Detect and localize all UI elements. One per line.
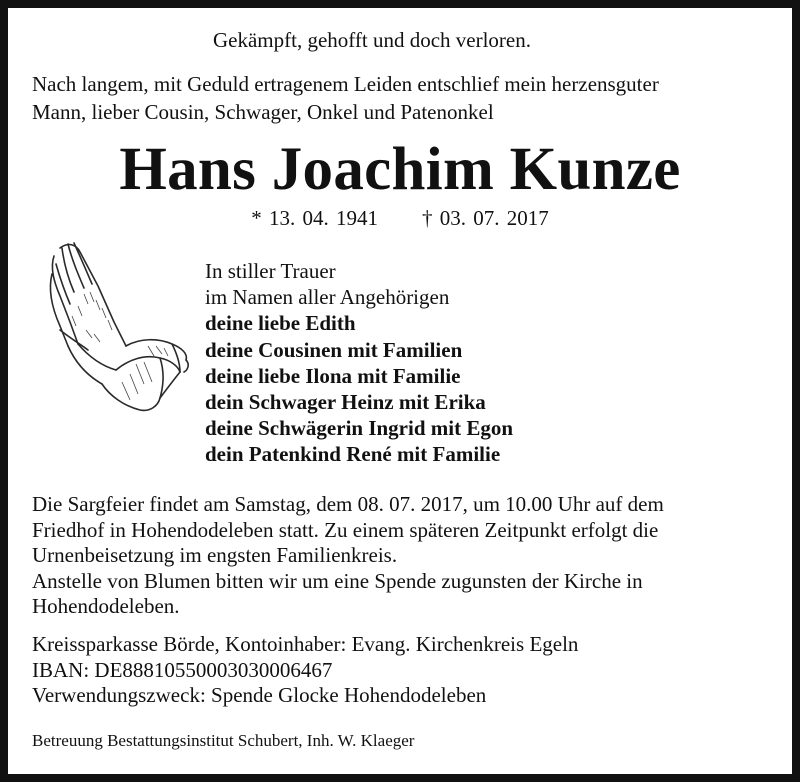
bank-line: IBAN: DE88810550003030006467 — [32, 657, 333, 682]
mourner-name: deine liebe Edith — [205, 311, 356, 336]
ceremony-line: Die Sargfeier findet am Samstag, dem 08. 07. 2017, um 10.00 Uhr auf dem — [32, 492, 664, 516]
bank-line: Verwendungszweck: Spende Glocke Hohendodeleben — [32, 683, 487, 707]
ceremony-line: Friedhof in Hohendodeleben statt. Zu einem späteren Zeitpunkt erfolgt die — [32, 517, 659, 542]
bank-details — [32, 632, 578, 709]
funeral-home-credit: Betreuung Bestattungsinstitut Schubert, Inh. W. Klaeger — [32, 731, 415, 750]
ceremony-line: Anstelle von Blumen bitten wir um eine Spende zugunsten der Kirche in — [32, 568, 643, 593]
mourner-name: deine liebe Ilona mit Familie — [205, 363, 461, 388]
intro-line: Mann, lieber Cousin, Schwager, Onkel und Patenonkel — [32, 100, 494, 124]
motto: Gekämpft, gehofft und doch verloren. — [212, 28, 531, 52]
deceased-name: Hans Joachim Kunze — [119, 136, 681, 203]
ceremony-line: Hohendodeleben. — [32, 594, 180, 618]
mourner-name: dein Schwager Heinz mit Erika — [205, 390, 486, 415]
mourners-line: In stiller Trauer — [205, 259, 336, 283]
intro-line: Nach langem, mit Geduld ertragenem Leiden entschlief mein herzensguter — [32, 72, 659, 96]
ceremony-line: Urnenbeisetzung im engsten Familienkreis. — [32, 543, 398, 567]
intro-text — [32, 70, 772, 126]
mourner-name: deine Cousinen mit Familien — [205, 337, 463, 362]
mourners-list — [205, 258, 513, 468]
mourner-name: deine Schwägerin Ingrid mit Egon — [205, 416, 514, 441]
death-date: † 03. 07. 2017 — [422, 206, 549, 230]
life-dates — [0, 206, 800, 231]
mourner-name: dein Patenkind René mit Familie — [205, 442, 501, 467]
mourners-line: im Namen aller Angehörigen — [205, 285, 450, 310]
bank-line: Kreissparkasse Börde, Kontoinhaber: Evang. Kirchenkreis Egeln — [32, 632, 579, 656]
ceremony-info — [32, 492, 770, 620]
birth-date: * 13. 04. 1941 — [251, 206, 378, 230]
praying-hands-icon — [40, 234, 192, 416]
